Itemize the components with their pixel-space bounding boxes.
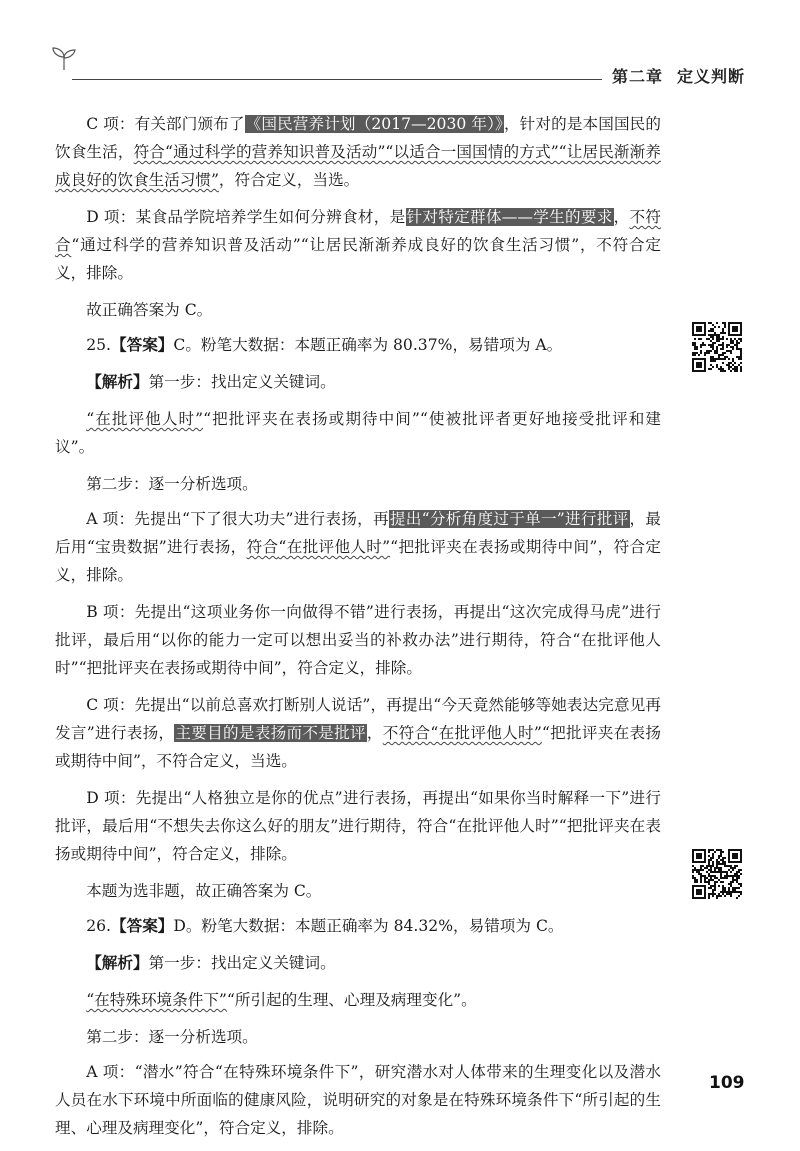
underlined-keyword: “通过科学的营养知识普及活动”“以适合一国国情的方式”“让居民渐渐养成良好的饮食生活习惯”: [55, 143, 661, 189]
underlined-keyword: “在特殊环境条件下”: [86, 991, 227, 1009]
text-segment: 25.: [86, 336, 111, 354]
text-segment: D 项：先提出“人格独立是你的优点”进行表扬，再提出“如果你当时解释一下”进行批评，最后用“不想失去你这么好的朋友”进行期待，符合“在批评他人时”“把批评夹在表扬或期待中间”，符合定义，排除。: [55, 789, 661, 863]
paragraph-b7: [55, 470, 661, 498]
page-header: [0, 0, 800, 96]
text-segment: “把批评夹在表扬或期待中间”，不符合定义，当选。: [55, 724, 661, 770]
paragraph-b3: [55, 296, 661, 324]
underlined-keyword: 不符合: [55, 208, 661, 254]
underlined-keyword: 不符合“在批评他人时”: [382, 724, 542, 742]
text-segment: “通过科学的营养知识普及活动”“让居民渐渐养成良好的饮食生活习惯”，不符合定义，排除。: [55, 236, 661, 282]
text-segment: “所引起的生理、心理及病理变化”。: [226, 991, 477, 1009]
text-segment: 第二步：逐一分析选项。: [86, 475, 258, 493]
underlined-keyword: 符合: [133, 143, 166, 161]
text-segment: ，符合定义，当选。: [218, 171, 360, 189]
text-segment: ，: [366, 724, 383, 742]
highlighted-text: 主要目的是表扬而不是批评: [175, 724, 366, 742]
paragraph-b9: [55, 598, 661, 682]
text-segment: D 项：某食品学院培养学生如何分辨食材，是: [86, 208, 406, 226]
underlined-keyword: “在批评他人时”: [86, 410, 204, 428]
paragraph-b12: [55, 877, 661, 905]
paragraph-b6: [55, 405, 661, 461]
highlighted-text: 《国民营养计划（2017—2030 年）》: [245, 115, 503, 133]
qr-code-icon[interactable]: [692, 322, 742, 372]
text-segment: 第二步：逐一分析选项。: [86, 1028, 258, 1046]
qr-code-icon[interactable]: [692, 849, 742, 899]
paragraph-b13: [55, 912, 661, 940]
page-body: [55, 110, 661, 1151]
chapter-title: 定义判断: [677, 67, 746, 86]
paragraph-b14: [55, 949, 661, 977]
text-segment: ，: [613, 208, 630, 226]
underlined-keyword: “在批评他人时”: [278, 538, 391, 556]
paragraph-b11: [55, 784, 661, 868]
paragraph-b10: [55, 691, 661, 775]
label-tag: 【解析】: [86, 372, 149, 391]
text-segment: D。粉笔大数据：本题正确率为 84.32%，易错项为 C。: [173, 917, 564, 935]
label-tag: 【解析】: [86, 953, 149, 972]
text-segment: “把批评夹在表扬或期待中间”“使被批评者更好地接受批评和建议”。: [55, 410, 661, 456]
text-segment: “把批评夹在表扬或期待中间”，符合定义，排除。: [55, 538, 661, 584]
text-segment: C 项：有关部门颁布了: [86, 115, 245, 133]
label-tag: 【答案】: [111, 335, 174, 354]
text-segment: ，针对的是本国国民的饮食生活，: [55, 115, 661, 161]
text-segment: ，最后用“宝贵数据”进行表扬，: [55, 510, 661, 556]
text-segment: C。粉笔大数据：本题正确率为 80.37%，易错项为 A。: [173, 336, 563, 354]
page-number: 109: [709, 1073, 745, 1093]
underlined-keyword: 符合: [246, 538, 279, 556]
paragraph-b4: [55, 331, 661, 359]
text-segment: 26.: [86, 917, 111, 935]
paragraph-b8: [55, 505, 661, 589]
text-segment: C 项：先提出“以前总喜欢打断别人说话”，再提出“今天竟然能够等她表达完意见再发言”进行表扬，: [55, 696, 661, 742]
paragraph-b1: [55, 110, 661, 194]
header-rule: [72, 79, 602, 80]
text-segment: A 项：“潜水”符合“在特殊环境条件下”，研究潜水对人体带来的生理变化以及潜水人员在水下环境中所面临的健康风险，说明研究的对象是在特殊环境条件下“所引起的生理、心理及病理变化”，符合定义，排除。: [55, 1063, 661, 1137]
text-segment: B 项：先提出“这项业务你一向做得不错”进行表扬，再提出“这次完成得马虎”进行批评，最后用“以你的能力一定可以想出妥当的补救办法”进行期待，符合“在批评他人时”“把批评夹在表扬或期待中间”，符合定义，排除。: [55, 603, 661, 677]
text-segment: 故正确答案为 C。: [86, 301, 213, 319]
paragraph-b17: [55, 1058, 661, 1142]
chapter-number: 第二章: [612, 67, 664, 86]
text-segment: 本题为选非题，故正确答案为 C。: [86, 882, 322, 900]
paragraph-b15: [55, 986, 661, 1014]
text-segment: 第一步：找出定义关键词。: [148, 373, 336, 391]
paragraph-b5: [55, 368, 661, 396]
paragraph-b16: [55, 1023, 661, 1051]
paragraph-b2: [55, 203, 661, 287]
highlighted-text: 针对特定群体——学生的要求: [406, 208, 613, 226]
text-segment: A 项：先提出“下了很大功夫”进行表扬，再: [86, 510, 389, 528]
text-segment: 第一步：找出定义关键词。: [148, 954, 336, 972]
chapter-heading: [612, 64, 745, 87]
label-tag: 【答案】: [111, 916, 174, 935]
highlighted-text: 提出“分析角度过于单一”进行批评: [389, 510, 629, 528]
sprout-icon: [50, 44, 78, 72]
